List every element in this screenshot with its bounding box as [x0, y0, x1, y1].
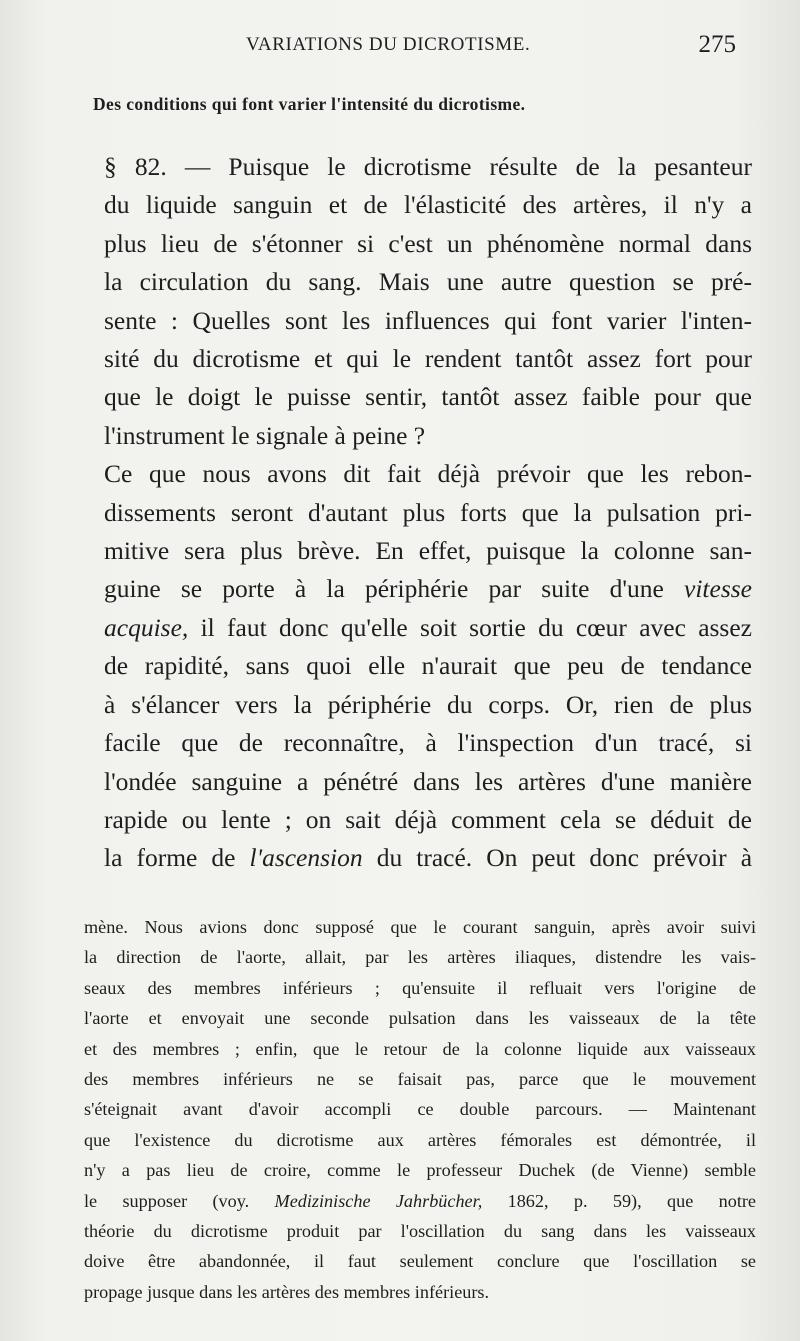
footnote-line [84, 1186, 756, 1216]
main-text [78, 148, 752, 878]
footnote-line: l'aorte et envoyait une seconde pulsation dans les vaisseaux de la tête [84, 1008, 756, 1029]
footnote [84, 912, 756, 1307]
footnote-line: mène. Nous avions donc supposé que le courant sanguin, après avoir suivi [84, 917, 756, 937]
footnote-line: n'y a pas lieu de croire, comme le professeur Duchek (de Vienne) semble [84, 1160, 756, 1181]
footnote-line: propage jusque dans les artères des membres inférieurs. [84, 1281, 490, 1302]
text-segment: le supposer (voy. [84, 1190, 275, 1211]
text-line: l'instrument le signale à peine ? [104, 420, 426, 450]
section-heading: Des conditions qui font varier l'intensité du dicrotisme. [93, 94, 526, 114]
text-line: plus lieu de s'étonner si c'est un phénomène normal dans [104, 228, 752, 258]
text-segment: du tracé. On peut donc prévoir à [362, 843, 753, 873]
footnote-line: théorie du dicrotisme produit par l'oscillation du sang dans les vaisseaux [84, 1221, 756, 1242]
text-line: dissements seront d'autant plus forts que la pulsation pri- [104, 497, 752, 527]
running-head-title: VARIATIONS DU DICROTISME. [246, 34, 531, 55]
text-line [78, 839, 752, 877]
text-line: sente : Quelles sont les influences qui font varier l'inten- [104, 305, 752, 335]
text-line: mitive sera plus brève. En effet, puisque la colonne san- [104, 536, 752, 566]
footnote-line: doive être abandonnée, il faut seulement conclure que l'oscillation se [84, 1251, 756, 1272]
footnote-line: et des membres ; enfin, que le retour de la colonne liquide aux vaisseaux [84, 1038, 756, 1059]
text-line: sité du dicrotisme et qui le rendent tantôt assez fort pour [104, 344, 752, 374]
text-line: rapide ou lente ; on sait déjà comment cela se déduit de [104, 804, 752, 834]
text-line [78, 609, 752, 647]
text-line: Ce que nous avons dit fait déjà prévoir que les rebon- [104, 459, 752, 489]
text-line: à s'élancer vers la périphérie du corps. Or, rien de plus [104, 689, 752, 719]
italic-term: l'ascension [249, 843, 363, 873]
text-line [78, 570, 752, 608]
text-line: de rapidité, sans quoi elle n'aurait que peu de tendance [104, 651, 752, 681]
text-line: du liquide sanguin et de l'élasticité des artères, il n'y a [104, 190, 752, 220]
text-line: l'ondée sanguine a pénétré dans les artères d'une manière [104, 766, 752, 796]
footnote-line: seaux des membres inférieurs ; qu'ensuite il refluait vers l'origine de [84, 977, 756, 998]
text-segment: la forme de [104, 843, 250, 873]
italic-citation: Medizinische Jahrbücher, [274, 1190, 483, 1211]
footnote-line: que l'existence du dicrotisme aux artères fémorales est démontrée, il [84, 1129, 756, 1150]
italic-term: acquise, [104, 612, 189, 642]
text-segment: il faut donc qu'elle soit sortie du cœur avec assez [188, 612, 752, 642]
paragraph-1 [78, 148, 752, 455]
footnote-line: des membres inférieurs ne se faisait pas, parce que le mouvement [84, 1069, 756, 1090]
page-number: 275 [698, 31, 736, 58]
text-segment: guine se porte à la périphérie par suite d'une [104, 574, 685, 604]
paragraph-2 [78, 455, 752, 877]
text-line: la circulation du sang. Mais une autre question se pré- [104, 267, 752, 297]
footnote-line: s'éteignait avant d'avoir accompli ce double parcours. — Maintenant [84, 1099, 756, 1120]
text-line: que le doigt le puisse sentir, tantôt assez faible pour que [104, 382, 752, 412]
text-line: § 82. — Puisque le dicrotisme résulte de la pesanteur [104, 152, 752, 181]
text-segment: 1862, p. 59), que notre [482, 1190, 756, 1211]
running-head [0, 31, 800, 66]
italic-term: vitesse [684, 574, 752, 604]
footnote-line: la direction de l'aorte, allait, par les artères iliaques, distendre les vais- [84, 947, 756, 968]
text-line: facile que de reconnaître, à l'inspection d'un tracé, si [104, 728, 752, 758]
